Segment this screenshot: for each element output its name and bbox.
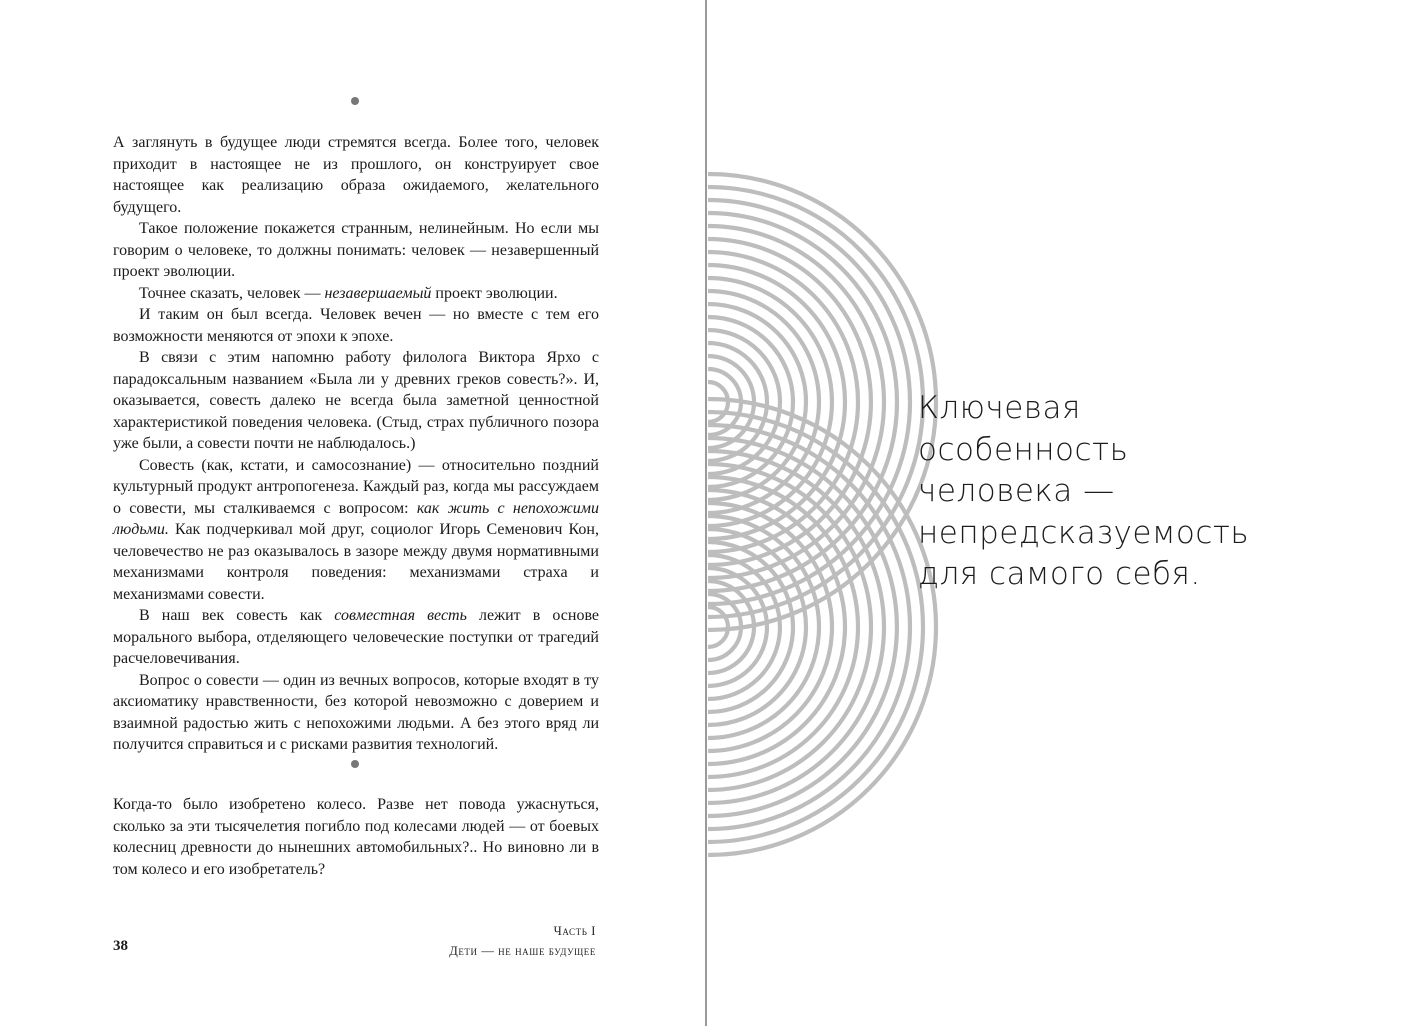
text-run: Вопрос о совести — один из вечных вопросов, которые входят в ту аксиоматику нравственности, без которой невозможно с доверием и взаимной радостью жить с непохожими людьми. А без этого вряд ли получится справиться и с рисками развития технологий. [113, 671, 599, 753]
paragraph [113, 605, 599, 670]
page-number: 38 [113, 938, 128, 954]
running-head [449, 921, 596, 961]
italic-text: совместная весть [334, 607, 467, 624]
text-run: Совесть (как, кстати, и самосознание) — относительно поздний культурный продукт антропогенеза. Каждый раз, когда мы рассуждаем о совести, мы сталкиваемся с вопросом: [113, 456, 599, 517]
text-run: А заглянуть в будущее люди стремятся всегда. Более того, человек приходит в настоящее не из прошлого, он конструирует свое настоящее как реализацию образа ожидаемого, желательного будущего. [113, 134, 599, 216]
text-run: проект эволюции. [431, 284, 558, 302]
arc-ring [708, 382, 728, 422]
quote-line: для самого себя. [918, 556, 1201, 592]
text-run: И таким он был всегда. Человек вечен — но вместе с тем его возможности меняются от эпохи к эпохе. [113, 306, 599, 345]
section-one-text [113, 132, 599, 756]
right-page [708, 0, 1410, 1026]
text-run: Такое положение покажется странным, нелинейным. Но если мы говорим о человеке, то должны понимать: человек — незавершенный проект эволюции. [113, 220, 599, 280]
text-run: В связи с этим напомню работу филолога Виктора Ярхо с парадоксальным названием «Была ли у древних греков совесть?». И, оказывается, совесть далеко не всегда была заметной ценностной характеристикой поведения человека. (Стыд, страх публичного позора уже были, а совести почти не наблюдалось.) [113, 349, 599, 452]
section-divider-dot [351, 760, 359, 768]
paragraph [113, 218, 599, 283]
arc-ring [708, 607, 728, 647]
book-spine [705, 0, 707, 1026]
text-run: лежит в основе морального выбора, отделяющего человеческие поступки от трагедий расчеловечивания. [113, 607, 599, 667]
paragraph [113, 347, 599, 455]
paragraph [113, 455, 599, 606]
paragraph [113, 670, 599, 756]
italic-text: как жить с непохожими людьми. [113, 499, 599, 538]
paragraph [113, 283, 599, 305]
quote-line: Ключевая [918, 390, 1081, 426]
running-head-part: Часть I [553, 924, 596, 938]
pull-quote [918, 388, 1388, 596]
text-run: В наш век совесть как [139, 607, 335, 624]
text-run: Как подчеркивал мой друг, социолог Игорь Семенович Кон, человечество не раз оказывалось в зазоре между двумя нормативными механизмами контроля поведения: механизмами страха и механизмами совести. [113, 521, 599, 603]
section-two-text [113, 794, 599, 880]
paragraph [113, 132, 599, 218]
text-run: Когда-то было изобретено колесо. Разве нет повода ужаснуться, сколько за эти тысячелетия погибло под колесами людей — от боевых колесниц древности до нынешних автомобильных?.. Но виновно ли в том колесо и его изобретатель? [113, 796, 599, 878]
quote-line: непредсказуемость [918, 514, 1250, 551]
quote-line: особенность [918, 431, 1129, 468]
paragraph [113, 304, 599, 347]
section-divider-dot [351, 97, 359, 105]
italic-text: незавершаемый [324, 284, 432, 302]
running-head-chapter: Дети — не наше будущее [449, 944, 596, 958]
quote-line: человека — [918, 473, 1115, 509]
paragraph [113, 794, 599, 880]
text-run: Точнее сказать, человек — [139, 284, 325, 302]
